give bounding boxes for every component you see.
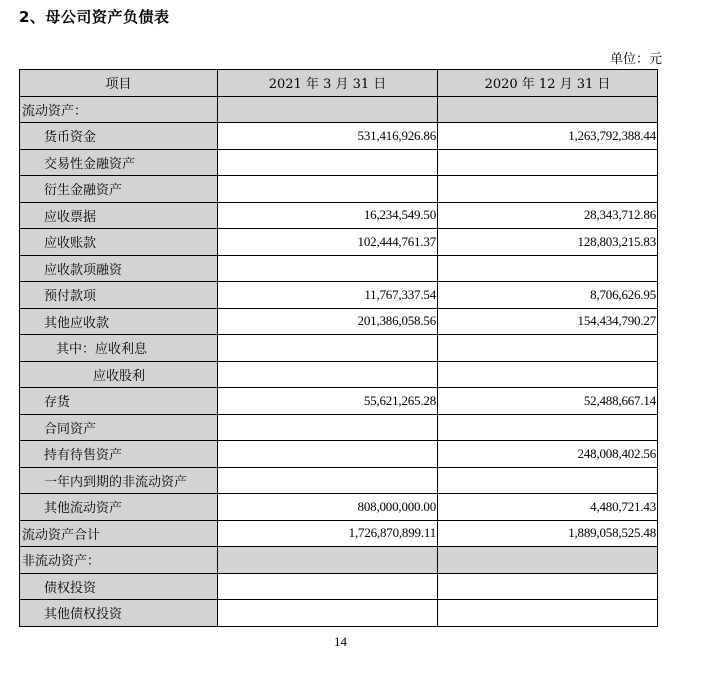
value-2021 xyxy=(218,547,438,574)
unit-label: 单位：元 xyxy=(609,52,662,67)
row-label: 应收账款 xyxy=(20,229,218,256)
row-label: 衍生金融资产 xyxy=(20,176,218,203)
value-2020: 4,480,721.43 xyxy=(438,494,658,521)
value-2020 xyxy=(438,600,658,627)
value-2020: 154,434,790.27 xyxy=(438,308,658,335)
value-2020: 1,263,792,388.44 xyxy=(438,123,658,150)
value-2020: 28,343,712.86 xyxy=(438,202,658,229)
section-row xyxy=(20,547,658,574)
header-2021: 2021 年 3 月 31 日 xyxy=(218,70,438,97)
row-label: 应收款项融资 xyxy=(20,255,218,282)
row-label: 存货 xyxy=(20,388,218,415)
table-row xyxy=(20,573,658,600)
value-2021 xyxy=(218,414,438,441)
table-row xyxy=(20,229,658,256)
section-row xyxy=(20,96,658,123)
table-row xyxy=(20,388,658,415)
row-label: 货币资金 xyxy=(20,123,218,150)
value-2020 xyxy=(438,335,658,362)
value-2021: 531,416,926.86 xyxy=(218,123,438,150)
value-2020 xyxy=(438,547,658,574)
value-2020: 128,803,215.83 xyxy=(438,229,658,256)
value-2020 xyxy=(438,414,658,441)
value-2021 xyxy=(218,361,438,388)
row-label: 持有待售资产 xyxy=(20,441,218,468)
value-2020 xyxy=(438,361,658,388)
value-2020: 8,706,626.95 xyxy=(438,282,658,309)
value-2020: 1,889,058,525.48 xyxy=(438,520,658,547)
row-label: 债权投资 xyxy=(20,573,218,600)
table-row xyxy=(20,149,658,176)
table-row xyxy=(20,467,658,494)
value-2020 xyxy=(438,255,658,282)
value-2021 xyxy=(218,176,438,203)
table-row xyxy=(20,202,658,229)
value-2021 xyxy=(218,573,438,600)
row-label: 其他债权投资 xyxy=(20,600,218,627)
value-2020 xyxy=(438,573,658,600)
table-row xyxy=(20,361,658,388)
table-row xyxy=(20,308,658,335)
row-label: 其他应收款 xyxy=(20,308,218,335)
row-label: 非流动资产： xyxy=(20,547,218,574)
value-2021 xyxy=(218,441,438,468)
row-label: 一年内到期的非流动资产 xyxy=(20,467,218,494)
table-row xyxy=(20,441,658,468)
value-2021: 201,386,058.56 xyxy=(218,308,438,335)
table-row xyxy=(20,123,658,150)
value-2021 xyxy=(218,600,438,627)
balance-sheet-table xyxy=(19,69,658,627)
value-2021: 808,000,000.00 xyxy=(218,494,438,521)
value-2020 xyxy=(438,96,658,123)
value-2020 xyxy=(438,176,658,203)
value-2021 xyxy=(218,255,438,282)
value-2021 xyxy=(218,149,438,176)
value-2021: 55,621,265.28 xyxy=(218,388,438,415)
page-number: 14 xyxy=(334,634,347,649)
row-label: 流动资产： xyxy=(20,96,218,123)
value-2021: 102,444,761.37 xyxy=(218,229,438,256)
value-2021 xyxy=(218,467,438,494)
table-header-row xyxy=(20,70,658,97)
row-label: 合同资产 xyxy=(20,414,218,441)
value-2021 xyxy=(218,335,438,362)
total-row xyxy=(20,520,658,547)
table-row xyxy=(20,282,658,309)
table-row xyxy=(20,600,658,627)
value-2020: 52,488,667.14 xyxy=(438,388,658,415)
table-row xyxy=(20,414,658,441)
row-label: 应收票据 xyxy=(20,202,218,229)
value-2020: 248,008,402.56 xyxy=(438,441,658,468)
value-2021: 1,726,870,899.11 xyxy=(218,520,438,547)
value-2021 xyxy=(218,96,438,123)
row-label: 应收股利 xyxy=(20,361,218,388)
value-2020 xyxy=(438,467,658,494)
value-2021: 16,234,549.50 xyxy=(218,202,438,229)
table-row xyxy=(20,255,658,282)
table-row xyxy=(20,335,658,362)
header-item: 项目 xyxy=(20,70,218,97)
row-label: 交易性金融资产 xyxy=(20,149,218,176)
row-label: 流动资产合计 xyxy=(20,520,218,547)
table-row xyxy=(20,176,658,203)
value-2021: 11,767,337.54 xyxy=(218,282,438,309)
value-2020 xyxy=(438,149,658,176)
header-2020: 2020 年 12 月 31 日 xyxy=(438,70,658,97)
table-row xyxy=(20,494,658,521)
row-label: 其他流动资产 xyxy=(20,494,218,521)
row-label: 预付款项 xyxy=(20,282,218,309)
section-title: 2、母公司资产负债表 xyxy=(19,8,170,26)
row-label: 其中：应收利息 xyxy=(20,335,218,362)
